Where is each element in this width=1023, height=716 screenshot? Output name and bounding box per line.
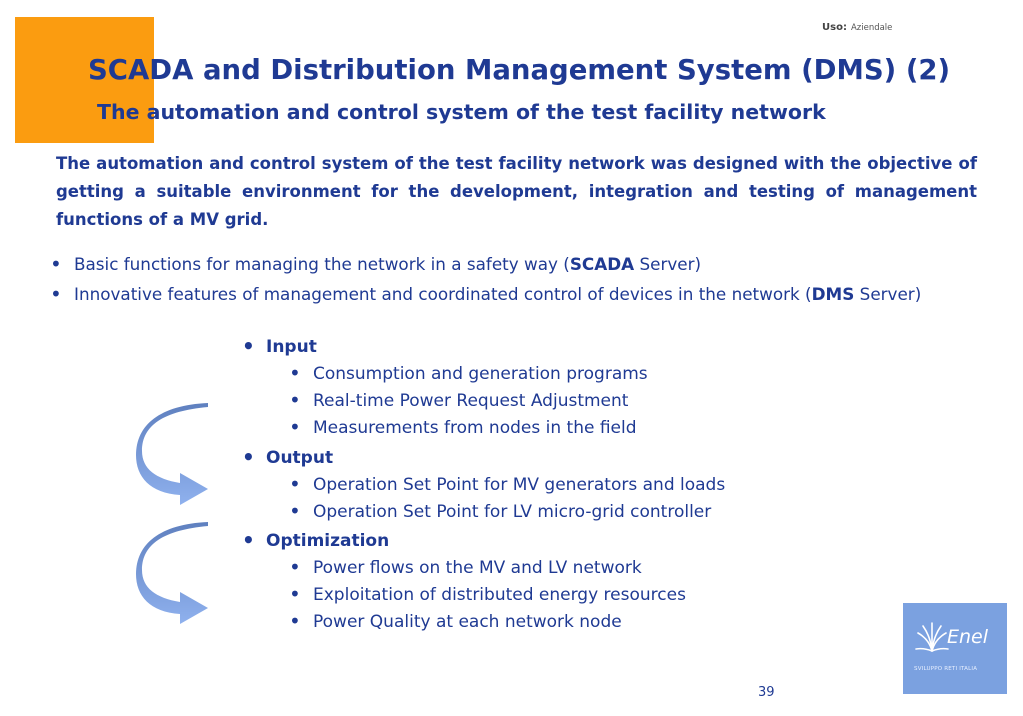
list-item: • Exploitation of distributed energy resources [287,584,686,611]
group-input [240,336,648,444]
logo-tagline: SVILUPPO RETI ITALIA [914,666,978,672]
list-item: • Measurements from nodes in the field [287,417,648,444]
enel-logo-icon [915,621,949,659]
list-item-dms: • Innovative features of management and coordinated control of devices in the network (DMS Server) [48,283,978,306]
sublist-optimization [240,557,686,638]
page-number: 39 [758,685,775,700]
list-item: • Operation Set Point for LV micro-grid controller [287,501,725,528]
list-item: • Power Quality at each network node [287,611,686,638]
curved-arrow-icon [136,522,212,626]
group-heading-optimization: • Optimization [240,530,686,557]
slide-title: SCADA and Distribution Management System (DMS) (2) [88,54,951,86]
slide-subtitle: The automation and control system of the test facility network [97,100,826,124]
curved-arrow-icon [136,403,212,507]
group-output [240,447,725,528]
intro-paragraph: The automation and control system of the test facility network was designed with the objective of getting a suitable environment for the development, integration and testing of management functions of a MV grid. [56,154,977,229]
enel-logo [903,603,1007,694]
main-bullet-list [48,253,978,313]
group-heading-output: • Output [240,447,725,474]
list-item: • Power flows on the MV and LV network [287,557,686,584]
group-optimization [240,530,686,638]
logo-name: Enel [947,626,989,648]
sublist-input [240,363,648,444]
list-item: • Consumption and generation programs [287,363,648,390]
group-heading-input: • Input [240,336,648,363]
list-item: • Real-time Power Request Adjustment [287,390,648,417]
list-item: • Operation Set Point for MV generators and loads [287,474,725,501]
sublist-output [240,474,725,528]
list-item-scada: • Basic functions for managing the network in a safety way (SCADA Server) [48,253,978,276]
usage-label: Uso: Aziendale [822,22,893,33]
